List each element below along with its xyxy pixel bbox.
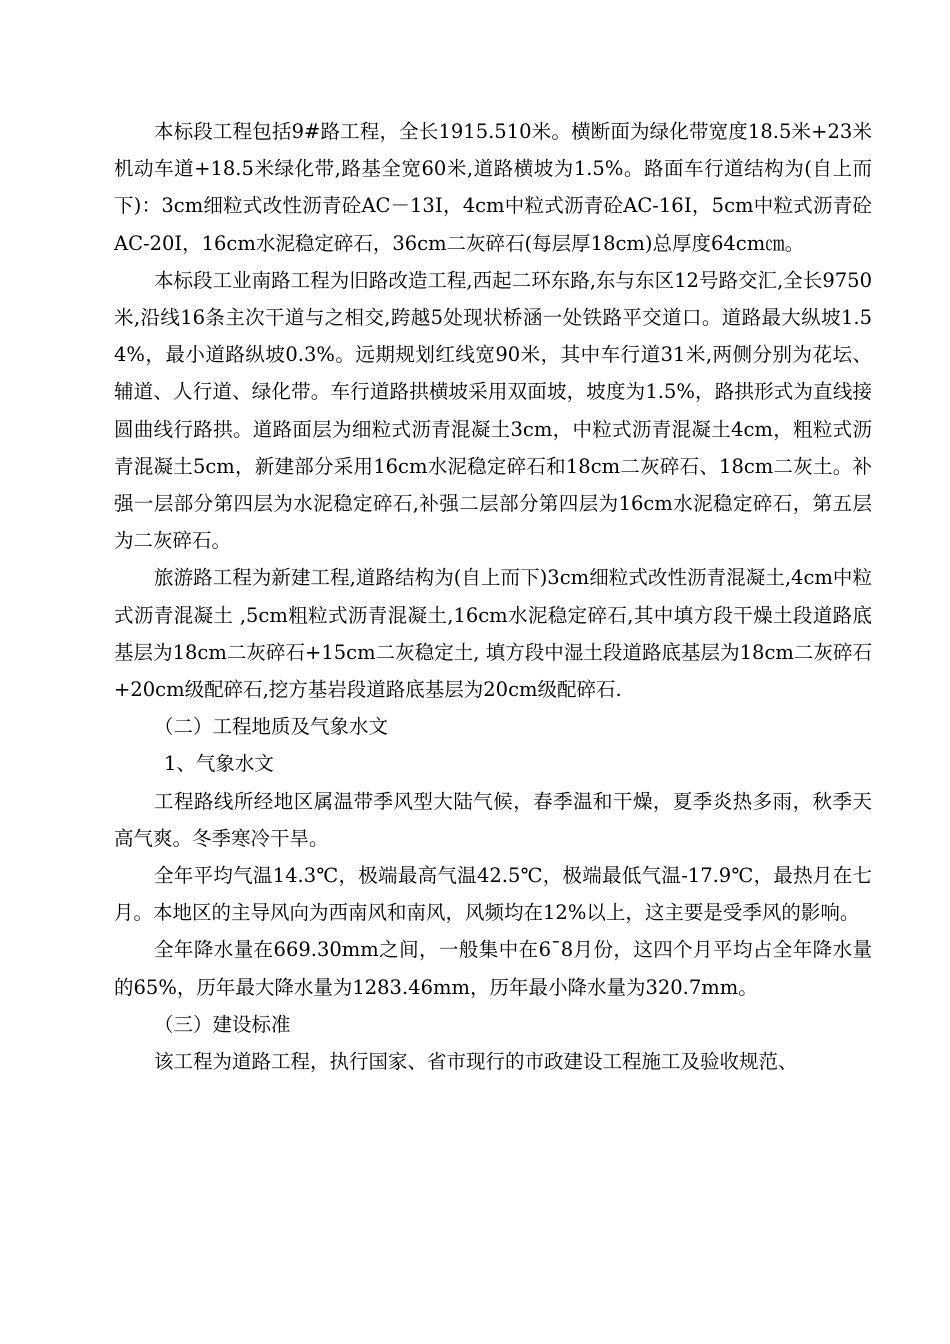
paragraph-standards: 该工程为道路工程，执行国家、省市现行的市政建设工程施工及验收规范、 bbox=[154, 1050, 798, 1074]
paragraph-9-road: 本标段工程包括9#路工程，全长1915.510米。横断面为绿化带宽度18.5米+23米机动车道+18.5米绿化带,路基全宽60米,道路横坡为1.5%。路面车行道结构为(自上而下)：3cm细粒式改性沥青砼AC－13Ⅰ，4cm中粒式沥青砼AC-16Ⅰ，5cm中粒式沥青砼AC-20Ⅰ，16cm水泥稳定碎石，36cm二灰碎石(每层厚18cm)总厚度64cm㎝。 bbox=[114, 120, 872, 255]
paragraph-precipitation: 全年降水量在669.30mm之间，一般集中在6¯8月份，这四个月平均占全年降水量的65%，历年最大降水量为1283.46mm，历年最小降水量为320.7mm。 bbox=[114, 938, 872, 999]
sub-heading-meteorology: 1、气象水文 bbox=[164, 752, 274, 776]
section-heading-geology-hydrology: （二）工程地质及气象水文 bbox=[154, 715, 389, 739]
section-heading-construction-standard: （三）建设标准 bbox=[154, 1012, 291, 1036]
paragraph-tourism-road: 旅游路工程为新建工程,道路结构为(自上而下)3cm细粒式改性沥青混凝土,4cm中粒式沥青混凝土 ,5cm粗粒式沥青混凝土,16cm水泥稳定碎石,其中填方段干燥土段道路底基层为18cm二灰碎石+15cm二灰稳定土, 填方段中湿土段道路底基层为18cm二灰碎石+20cm级配碎石,挖方基岩段道路底基层为20cm级配碎石. bbox=[114, 566, 872, 702]
paragraph-temperature: 全年平均气温14.3℃，极端最高气温42.5℃，极端最低气温-17.9℃，最热月在七月。本地区的主导风向为西南风和南风，风频均在12%以上，这主要是受季风的影响。 bbox=[114, 864, 872, 925]
paragraph-climate-type: 工程路线所经地区属温带季风型大陆气候，春季温和干燥，夏季炎热多雨，秋季天高气爽。冬季寒冷干旱。 bbox=[114, 789, 872, 850]
document-page bbox=[114, 113, 872, 1080]
paragraph-gongye-south-road: 本标段工业南路工程为旧路改造工程,西起二环东路,东与东区12号路交汇,全长9750米,沿线16条主次干道与之相交,跨越5处现状桥涵一处铁路平交道口。道路最大纵坡1.54%，最小道路纵坡0.3%。远期规划红线宽90米，其中车行道31米,两侧分别为花坛、辅道、人行道、绿化带。车行道路拱横坡采用双面坡，坡度为1.5%，路拱形式为直线接圆曲线行路拱。道路面层为细粒式沥青混凝土3cm，中粒式沥青混凝土4cm，粗粒式沥青混凝土5cm，新建部分采用16cm水泥稳定碎石和18cm二灰碎石、18cm二灰土。补强一层部分第四层为水泥稳定碎石,补强二层部分第四层为16cm水泥稳定碎石，第五层为二灰碎石。 bbox=[114, 268, 872, 553]
